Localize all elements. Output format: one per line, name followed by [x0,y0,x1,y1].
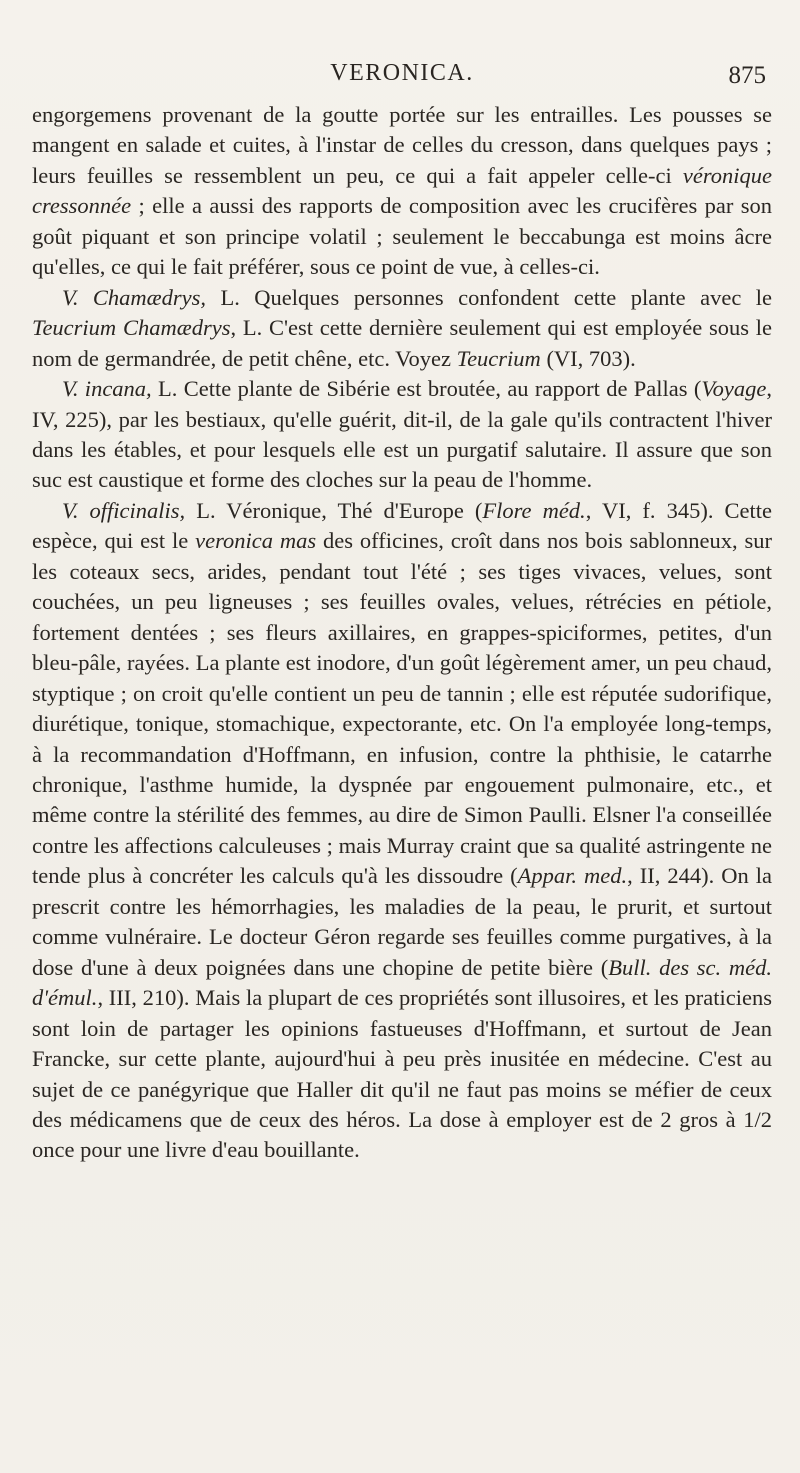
page-number: 875 [728,62,766,89]
paragraph [32,374,772,496]
text-run: engorgemens provenant de la goutte portée sur les entrailles. Les pousses se mangent en salade et cuites, à l'instar de celles du cresson, dans quelques pays ; leurs feuilles se ressemblent un peu, ce qui a fait appeler celle-ci [32,102,772,188]
text-run: L. Cette plante de Sibérie est broutée, au rapport de Pallas ( [151,376,702,402]
italic-text-run: V. officinalis, [62,497,186,523]
italic-text-run: V. Chamædrys, [62,284,207,310]
italic-text-run: Teucrium [456,345,541,371]
text-run: L. Quelques personnes confondent cette plante avec le [206,284,772,310]
italic-text-run: Flore méd. [482,497,586,523]
paragraph [32,496,772,1166]
paragraph [32,283,772,374]
text-run: des officines, croît dans nos bois sablonneux, sur les coteaux secs, arides, pendant tout l'été ; ses tiges vivaces, velues, sont couchées, un peu ligneuses ; ses feuilles ovales, velues, rétrécies en pétiole, fortement dentées ; ses fleurs axillaires, en grappes-spiciformes, petites, d'un bleu-pâle, rayées. La plante est inodore, d'un goût légèrement amer, un peu chaud, styptique ; on croit qu'elle contient un peu de tannin ; elle est réputée sudorifique, diurétique, tonique, stomachique, expectorante, etc. On l'a employée long-temps, à la recommandation d'Hoffmann, en infusion, contre la phthisie, le catarrhe chronique, l'asthme humide, la dyspnée par engouement pulmonaire, etc., et même contre la stérilité des femmes, au dire de Simon Paulli. Elsner l'a conseillée contre les affections calculeuses ; mais Murray craint que sa qualité astringente ne tende plus à concréter les calculs qu'à les dissoudre ( [32,528,772,889]
text-run: , IV, 225), par les bestiaux, qu'elle guérit, dit-il, de la gale qu'ils contractent l'hiver dans les étables, et pour lesquels elle est un purgatif salutaire. Il assure que son suc est caustique et forme des cloches sur la peau de l'homme. [32,376,772,493]
body-text [32,100,772,1166]
italic-text-run: Voyage [701,376,767,402]
text-run: , II, 244). On la prescrit contre les hémorrhagies, les maladies de la peau, le prurit, et surtout comme vulnéraire. Le docteur Géron regarde ses feuilles comme purgatives, à la dose d'une à deux poignées dans une chopine de petite bière ( [32,863,773,980]
text-run: , L. C'est cette dernière seulement qui est employée sous le nom de germandrée, de petit chêne, etc. Voyez [32,315,772,371]
text-run: , VI, f. 345). Cette espèce, qui est le [32,497,772,554]
italic-text-run: Appar. med. [517,863,628,889]
text-run: L. Véronique, Thé d'Europe ( [185,497,483,523]
text-run: ; elle a aussi des rapports de composition avec les crucifères par son goût piquant et son principe volatil ; seulement le beccabunga est moins âcre qu'elles, ce qui le fait préférer, sous ce point de vue, à celles-ci. [32,193,772,280]
paragraph [32,100,772,283]
page-header [32,52,772,100]
text-run: (VI, 703). [540,345,636,371]
italic-text-run: Bull. des sc. méd. d'émul. [32,954,772,1011]
italic-text-run: V. incana, [62,376,152,402]
text-run: , III, 210). Mais la plupart de ces propriétés sont illusoires, et les praticiens sont loin de partager les opinions fastueuses d'Hoffmann, et surtout de Jean Francke, sur cette plante, aujourd'hui à peu près inusitée en médecine. C'est au sujet de ce panégyrique que Haller dit qu'il ne faut pas moins se méfier de ceux des médicamens que de ceux des héros. La dose à employer est de 2 gros à 1/2 once pour une livre d'eau bouillante. [32,985,772,1163]
italic-text-run: veronica mas [195,528,317,554]
italic-text-run: Teucrium Chamædrys [32,315,231,341]
running-head: VERONICA. [330,60,474,86]
italic-text-run: véronique cressonnée [32,162,772,219]
